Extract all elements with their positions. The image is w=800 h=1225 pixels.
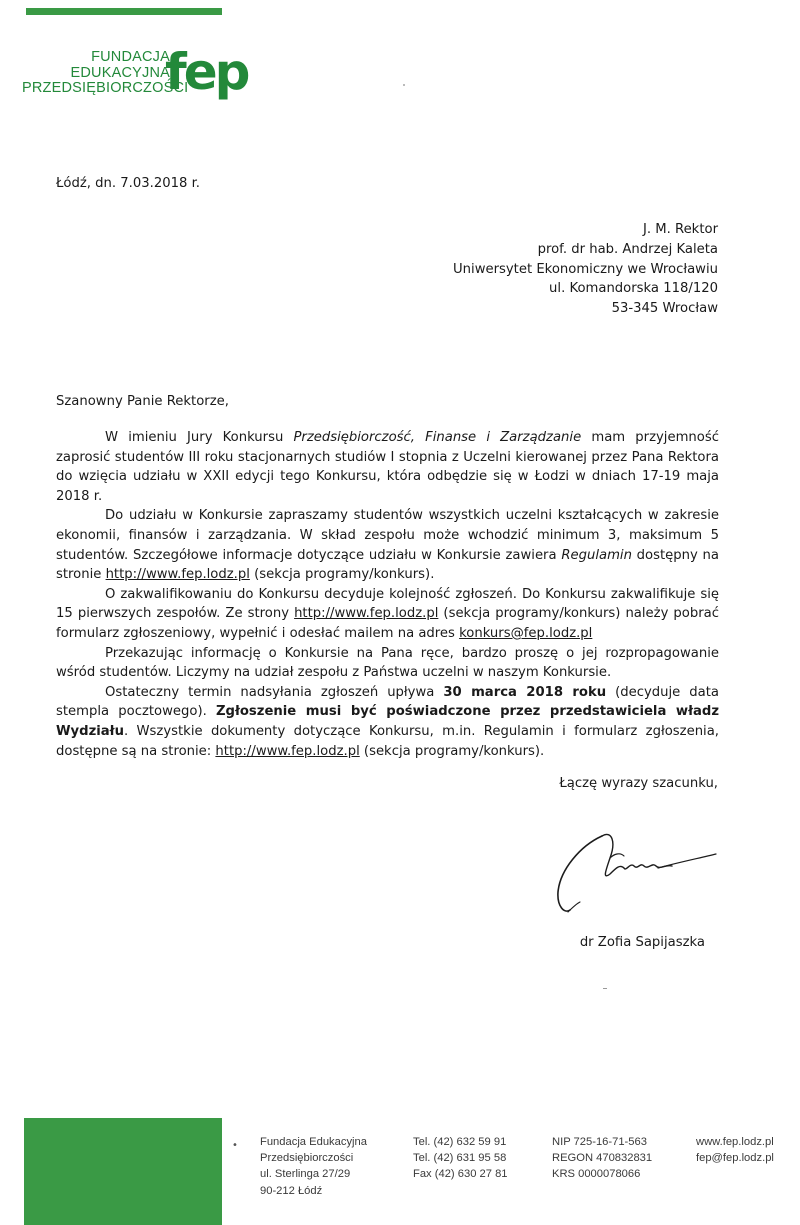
salutation: Szanowny Panie Rektorze, [56,394,229,409]
handwritten-signature [550,822,720,922]
scan-speck [403,84,405,86]
scan-speck [603,988,607,989]
text-run: dostępny na stronie [56,547,720,583]
closing-phrase: Łączę wyrazy szacunku, [559,776,718,791]
email-link[interactable]: konkurs@fep.lodz.pl [459,625,593,641]
regulations-term: Regulamin [561,547,632,563]
text-run: W imieniu Jury Konkursu [105,430,294,445]
signer-name: dr Zofia Sapijaszka [579,935,705,950]
text-run: (sekcja programy/konkurs). [249,567,435,583]
fax-line: Fax (42) 630 27 81 [413,1168,508,1181]
footer-website-link[interactable]: www.fep.lodz.pl [696,1136,774,1148]
certification-notice: Zgłoszenie musi być poświadczone przez przedstawiciela władz Wydziału [56,704,720,739]
paragraph-deadline [56,683,719,761]
footer-address [260,1134,367,1199]
text-run: . Wszystkie dokumenty dotyczące Konkursu, m.in. Regulamin i formularz zgłoszenia, dostępne są na stronie: [56,723,719,759]
text-run: mam przyjemność zaprosić studentów III roku stacjonarnych studiów I stopnia z Uczelni kierowanej przez Pana Rektora do wzięcia udziału w XXII edycji tego Konkursu, która odbędzie się w Łodzi w dniach 17-19 maja 2018 r. [56,430,719,504]
text-run: Do udziału w Konkursie zapraszamy studentów wszystkich uczelni kształcących w zakresie ekonomii, finansów i zarządzania. W skład zespołu może wchodzić minimum 3, maksimum 5 studentów. Szczegółowe informacje dotyczące udziału w Konkursie zawiera [56,508,719,563]
footer-accent-block [24,1118,222,1225]
logo-wordmark [22,49,189,97]
paragraph-qualification [56,585,719,644]
address-line: ul. Sterlinga 27/29 [260,1168,351,1181]
recipient-line: J. M. Rektor [642,222,718,237]
phone-line: Tel. (42) 632 59 91 [413,1136,507,1148]
footer-email-link[interactable]: fep@fep.lodz.pl [696,1152,774,1165]
address-line: Fundacja Edukacyjna [260,1136,367,1148]
contest-name: Przedsiębiorczość, Finanse i Zarządzanie [293,430,582,445]
text-run: Ostateczny termin nadsyłania zgłoszeń upływa [105,684,444,700]
deadline-date: 30 marca 2018 roku [443,684,607,700]
address-line: 90-212 Łódź [260,1184,323,1197]
nip-line: NIP 725-16-71-563 [552,1136,647,1148]
text-run: (sekcja programy/konkurs). [359,743,545,759]
letter-date: Łódź, dn. 7.03.2018 r. [56,176,200,191]
footer-bullet-icon: • [232,1140,238,1151]
regon-line: REGON 470832831 [552,1152,653,1165]
paragraph-eligibility [56,506,719,584]
paragraph-invitation [56,428,719,506]
website-link[interactable]: http://www.fep.lodz.pl [294,606,439,622]
website-link[interactable]: http://www.fep.lodz.pl [215,743,360,759]
recipient-block [453,220,718,319]
text-run: (sekcja programy/konkurs) należy pobrać formularz zgłoszeniowy, wypełnić i odesłać mailem na adres [56,606,719,641]
text-run: (decyduje data stempla pocztowego). [56,684,719,720]
logo-line-2: EDUKACYJNA [70,64,170,81]
logo-line-3: PRZEDSIĘBIORCZOŚCI [22,80,189,96]
footer-registry-ids [552,1134,652,1183]
phone-line: Tel. (42) 631 95 58 [413,1152,507,1165]
paragraph-promotion: Przekazując informację o Konkursie na Pana ręce, bardzo proszę o jej rozpropagowanie wśród studentów. Liczymy na udział zespołu z Państwa uczelni w naszym Konkursie. [56,645,719,681]
footer-phones [413,1134,508,1183]
text-run: O zakwalifikowaniu do Konkursu decyduje kolejność zgłoszeń. Do Konkursu zakwalifikuje się 15 pierwszych zespołów. Ze strony [56,586,719,622]
top-accent-bar [26,8,222,15]
recipient-line: prof. dr hab. Andrzej Kaleta [537,241,718,257]
letter-body [56,428,719,761]
address-line: Przedsiębiorczości [260,1152,354,1165]
recipient-line: ul. Komandorska 118/120 [549,281,718,297]
logo-line-1: FUNDACJA [91,49,170,65]
website-link[interactable]: http://www.fep.lodz.pl [105,567,250,583]
recipient-line: Uniwersytet Ekonomiczny we Wrocławiu [453,261,718,277]
footer-web [696,1134,774,1166]
logo-mark: fep [165,43,248,101]
fep-logo [22,43,248,106]
recipient-line: 53-345 Wrocław [611,301,718,317]
krs-line: KRS 0000078066 [552,1168,641,1181]
